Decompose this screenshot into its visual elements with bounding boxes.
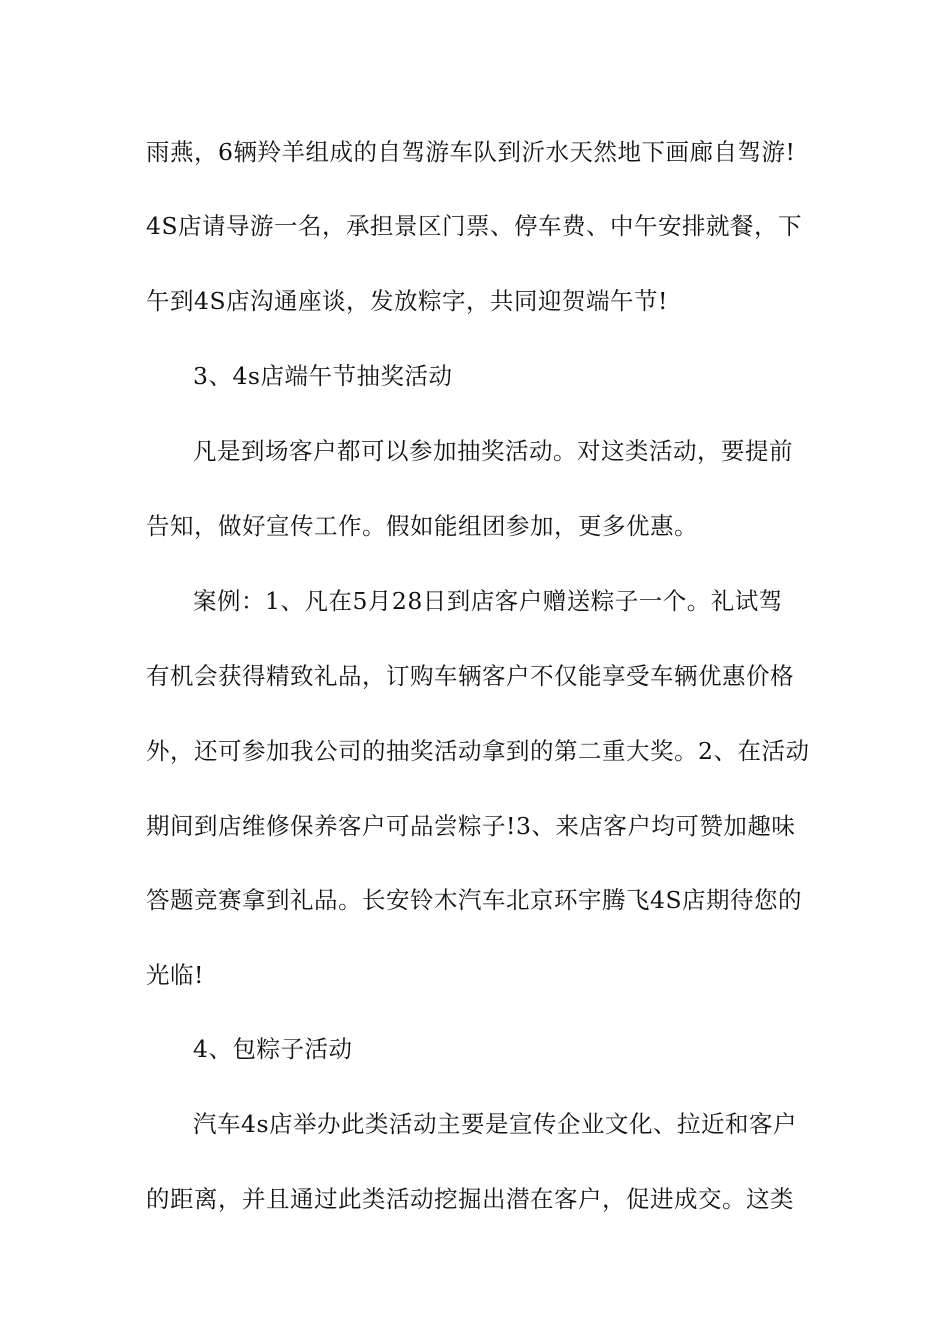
text-line: 4S店请导游一名，承担景区门票、停车费、中午安排就餐，下 bbox=[146, 212, 803, 240]
text-line: 雨燕，6辆羚羊组成的自驾游车队到沂水天然地下画廊自驾游! bbox=[146, 138, 796, 166]
text-line: 的距离，并且通过此类活动挖掘出潜在客户，促进成交。这类 bbox=[146, 1185, 794, 1213]
text-line: 有机会获得精致礼品，订购车辆客户不仅能享受车辆优惠价格 bbox=[146, 662, 794, 690]
text-line: 午到4S店沟通座谈，发放粽字，共同迎贺端午节! bbox=[146, 287, 668, 315]
text-line: 告知，做好宣传工作。假如能组团参加，更多优惠。 bbox=[146, 512, 698, 540]
section-heading: 3、4s店端午节抽奖活动 bbox=[193, 362, 453, 390]
text-line: 光临! bbox=[146, 961, 204, 989]
text-line: 汽车4s店举办此类活动主要是宣传企业文化、拉近和客户 bbox=[193, 1110, 798, 1138]
text-line: 案例：1、凡在5月28日到店客户赠送粽子一个。礼试驾 bbox=[193, 587, 783, 615]
text-line: 凡是到场客户都可以参加抽奖活动。对这类活动，要提前 bbox=[193, 437, 793, 465]
text-line: 外，还可参加我公司的抽奖活动拿到的第二重大奖。2、在活动 bbox=[146, 737, 810, 765]
text-line: 期间到店维修保养客户可品尝粽子!3、来店客户均可赞加趣味 bbox=[146, 812, 796, 840]
section-heading: 4、包粽子活动 bbox=[193, 1035, 353, 1063]
text-line: 答题竞赛拿到礼品。长安铃木汽车北京环宇腾飞4S店期待您的 bbox=[146, 886, 803, 914]
